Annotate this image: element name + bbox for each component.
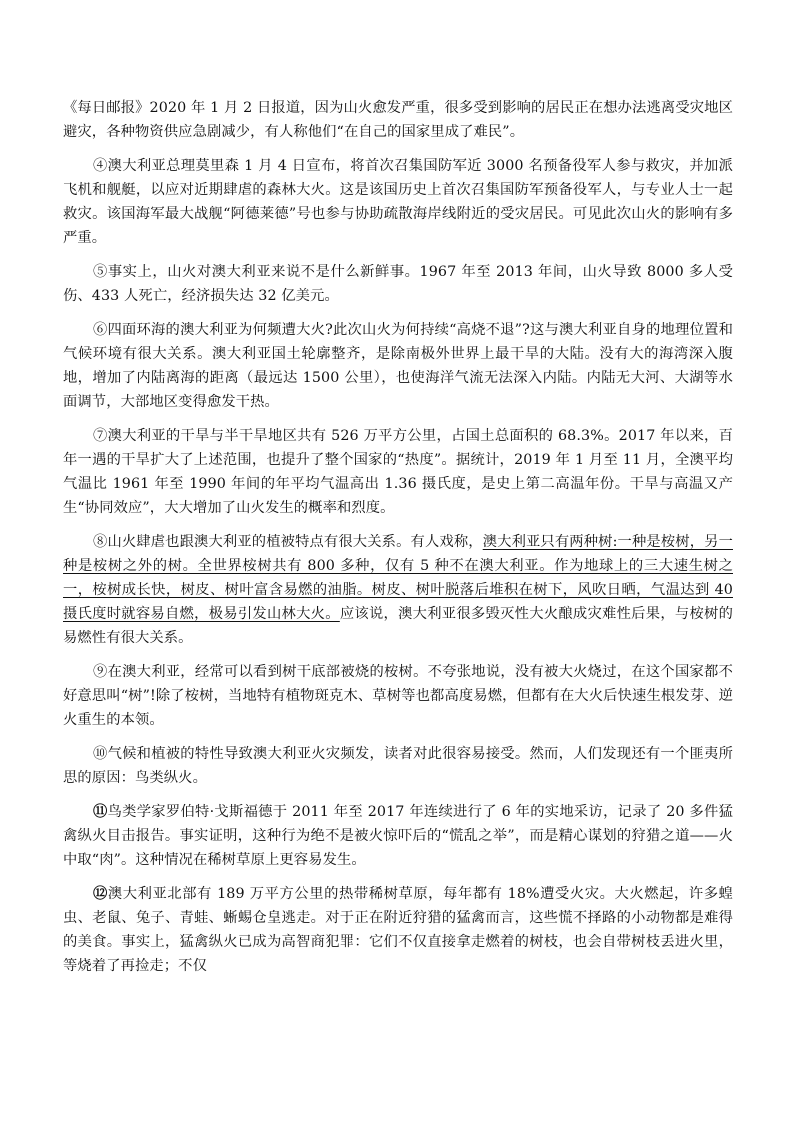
paragraph-8	[63, 530, 733, 650]
paragraph-text: 在澳大利亚，经常可以看到树干底部被烧的桉树。不夸张地说，没有被大火烧过，在这个国家都不好意思叫“树”!除了桉树，当地特有植物斑克木、草树等也都高度易燃，但都有在大火后快速生根发芽、逆火重生的本领。	[63, 664, 734, 728]
paragraph-text: 事实上，山火对澳大利亚来说不是什么新鲜事。1967 年至 2013 年间，山火导致 8000 多人受伤、433 人死亡，经济损失达 32 亿美元。	[63, 264, 733, 304]
paragraph-number: ⑤	[93, 264, 108, 280]
paragraph-10	[63, 742, 733, 790]
paragraph-7	[63, 424, 733, 520]
paragraph-text: 气候和植被的特性导致澳大利亚火灾频发，读者对此很容易接受。然而，人们发现还有一个匪夷所思的原因：鸟类纵火。	[63, 746, 734, 786]
paragraph-number: ⑩	[93, 746, 108, 762]
paragraph-number: ⑥	[93, 322, 108, 338]
paragraph-number: ⑪	[93, 804, 108, 820]
paragraph-11	[63, 800, 733, 872]
article-body	[63, 96, 733, 988]
paragraph-text: 四面环海的澳大利亚为何频遭大火?此次山火为何持续“高烧不退”?这与澳大利亚自身的地理位置和气候环境有很大关系。澳大利亚国土轮廓整齐，是除南极外世界上最干旱的大陆。没有大的海湾深入腹地，增加了内陆离海的距离（最远达 1500 公里），也使海洋气流无法深入内陆。内陆无大河、大湖等水面调节，大部地区变得愈发干热。	[63, 322, 733, 410]
paragraph-6	[63, 318, 733, 414]
paragraph-number: ⑫	[93, 886, 108, 902]
paragraph-3-continued	[63, 96, 733, 144]
paragraph-number: ⑦	[93, 428, 108, 444]
paragraph-text: 《每日邮报》2020 年 1 月 2 日报道，因为山火愈发严重，很多受到影响的居民正在想办法逃离受灾地区避灾，各种物资供应急剧减少，有人称他们“在自己的国家里成了难民”。	[63, 100, 733, 140]
paragraph-text-after: 应该说，澳大利亚很多毁灭性大火酿成灾难性后果，与桉树的易燃性有很大关系。	[63, 606, 733, 646]
paragraph-text: 鸟类学家罗伯特·戈斯福德于 2011 年至 2017 年连续进行了 6 年的实地采访，记录了 20 多件猛禽纵火目击报告。事实证明，这种行为绝不是被火惊吓后的“慌乱之举”，而是精心谋划的狩猎之道——火中取“肉”。这种情况在稀树草原上更容易发生。	[63, 804, 733, 868]
paragraph-text: 山火肆虐也跟澳大利亚的植被特点有很大关系。有人戏称，	[107, 534, 483, 550]
paragraph-text: 澳大利亚总理莫里森 1 月 4 日宣布，将首次召集国防军近 3000 名预备役军人参与救灾，并加派飞机和舰艇，以应对近期肆虐的森林大火。这是该国历史上首次召集国防军预备役军人，与专业人士一起救灾。该国海军最大战舰“阿德莱德”号也参与协助疏散海岸线附近的受灾居民。可见此次山火的影响有多严重。	[63, 158, 733, 246]
paragraph-text: 澳大利亚北部有 189 万平方公里的热带稀树草原，每年都有 18%遭受火灾。大火燃起，许多蝗虫、老鼠、兔子、青蛙、蜥蜴仓皇逃走。对于正在附近狩猎的猛禽而言，这些慌不择路的小动物都是难得的美食。事实上，猛禽纵火已成为高智商犯罪：它们不仅直接拿走燃着的树枝，也会自带树枝丢进火里，等烧着了再捡走；不仅	[63, 886, 733, 974]
paragraph-12	[63, 882, 733, 978]
paragraph-5	[63, 260, 733, 308]
paragraph-number: ④	[93, 158, 108, 174]
paragraph-text: 澳大利亚的干旱与半干旱地区共有 526 万平方公里，占国土总面积的 68.3%。2017 年以来，百年一遇的干旱扩大了上述范围，也提升了整个国家的“热度”。据统计，2019 年 1 月至 11 月，全澳平均气温比 1961 年至 1990 年间的年平均气温高出 1.36 摄氏度，是史上第二高温年份。干旱与高温又产生“协同效应”，大大增加了山火发生的概率和烈度。	[63, 428, 734, 516]
paragraph-number: ⑧	[93, 534, 108, 550]
paragraph-9	[63, 660, 733, 732]
paragraph-number: ⑨	[93, 664, 108, 680]
underlined-passage: 澳大利亚只有两种树:一种是桉树，另一种是桉树之外的树。全世界桉树共有 800 多种，仅有 5 种不在澳大利亚。作为地球上的三大速生树之一，桉树成长快，树皮、树叶富含易燃的油脂。树皮、树叶脱落后堆积在树下，风吹日晒，气温达到 40 摄氏度时就容易自燃，极易引发山林大火。	[63, 534, 733, 622]
paragraph-4	[63, 154, 733, 250]
